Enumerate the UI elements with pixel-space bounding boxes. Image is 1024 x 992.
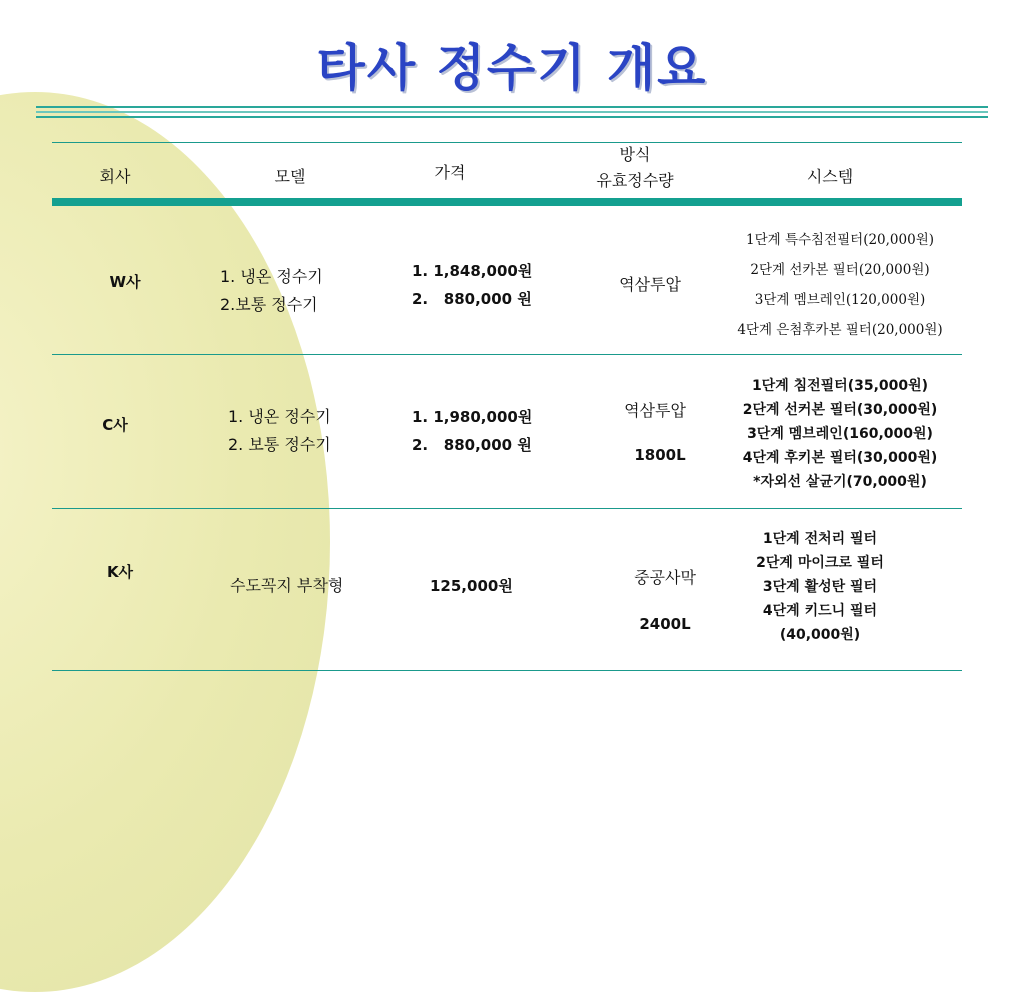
row-c-capacity: 1800L: [634, 446, 686, 464]
row-w-model-2: 2.보통 정수기: [220, 295, 318, 314]
row-w-method: 역삼투압: [619, 275, 681, 294]
page-title: 타사 정수기 개요: [316, 39, 708, 97]
title-divider: [36, 106, 988, 118]
header-system: 시스템: [806, 167, 854, 186]
row-w-price-2: 2. 880,000 원: [412, 290, 532, 308]
row-c-system: [710, 374, 970, 494]
row-k-system-2: 2단계 마이크로 필터: [756, 555, 884, 571]
row-c-price-2: 2. 880,000 원: [412, 436, 532, 454]
row-c-system-5: *자외선 살균기(70,000원): [753, 474, 927, 490]
row-k-system-1: 1단계 전처리 필터: [762, 531, 878, 547]
row-w-prices: [412, 257, 552, 313]
header-method: 방식: [619, 145, 651, 164]
row-k-system-4: 4단계 키드니 필터: [762, 603, 878, 619]
row-c-prices: [412, 403, 552, 459]
row-w-system-4: 4단계 은첨후카본 필터(20,000원): [737, 322, 943, 338]
header-model: 모델: [274, 167, 306, 186]
row-k-method: 중공사막: [634, 568, 696, 587]
row-divider-2: [52, 508, 962, 509]
row-c-model-1: 1. 냉온 정수기: [228, 407, 331, 426]
decorative-background-shape: [0, 92, 330, 992]
row-c-system-1: 1단계 침전필터(35,000원): [751, 378, 929, 394]
row-w-models: [220, 263, 380, 319]
row-w-system-1: 1단계 특수침전필터(20,000원): [745, 232, 935, 248]
row-k-system-3: 3단계 활성탄 필터: [762, 579, 878, 595]
row-c-system-3: 3단계 멤브레인(160,000원): [747, 426, 933, 442]
row-c-system-4: 4단계 후키본 필터(30,000원): [742, 450, 938, 466]
row-w-system-3: 3단계 멤브레인(120,000원): [754, 292, 926, 308]
row-c-models: [228, 403, 388, 459]
row-w-price-1: 1. 1,848,000원: [412, 262, 533, 280]
row-k-price-1: 125,000원: [430, 577, 513, 595]
row-w-system-2: 2단계 선카본 필터(20,000원): [750, 262, 930, 278]
header-price: 가격: [434, 163, 466, 182]
row-w-system: [700, 225, 980, 345]
row-k-prices: [430, 572, 550, 600]
row-k-system: [720, 527, 920, 647]
row-k-system-5: (40,000원): [779, 627, 861, 643]
row-k-capacity: 2400L: [639, 615, 691, 633]
row-c-company: C사: [102, 416, 128, 434]
row-k-models: [230, 572, 400, 600]
row-c-method: 역삼투압: [624, 401, 686, 420]
row-k-model-1: 수도꼭지 부착형: [230, 576, 344, 595]
row-c-price-1: 1. 1,980,000원: [412, 408, 533, 426]
table-top-border: [52, 142, 962, 143]
row-c-system-2: 2단계 선커본 필터(30,000원): [742, 402, 938, 418]
header-capacity: 유효정수량: [596, 171, 674, 190]
row-w-model-1: 1. 냉온 정수기: [220, 267, 323, 286]
row-divider-1: [52, 354, 962, 355]
row-k-company: K사: [106, 563, 134, 581]
row-c-model-2: 2. 보통 정수기: [228, 435, 331, 454]
row-w-company: W사: [109, 273, 141, 291]
header-company: 회사: [99, 167, 131, 186]
table-bottom-border: [52, 670, 962, 671]
header-divider: [52, 198, 962, 206]
